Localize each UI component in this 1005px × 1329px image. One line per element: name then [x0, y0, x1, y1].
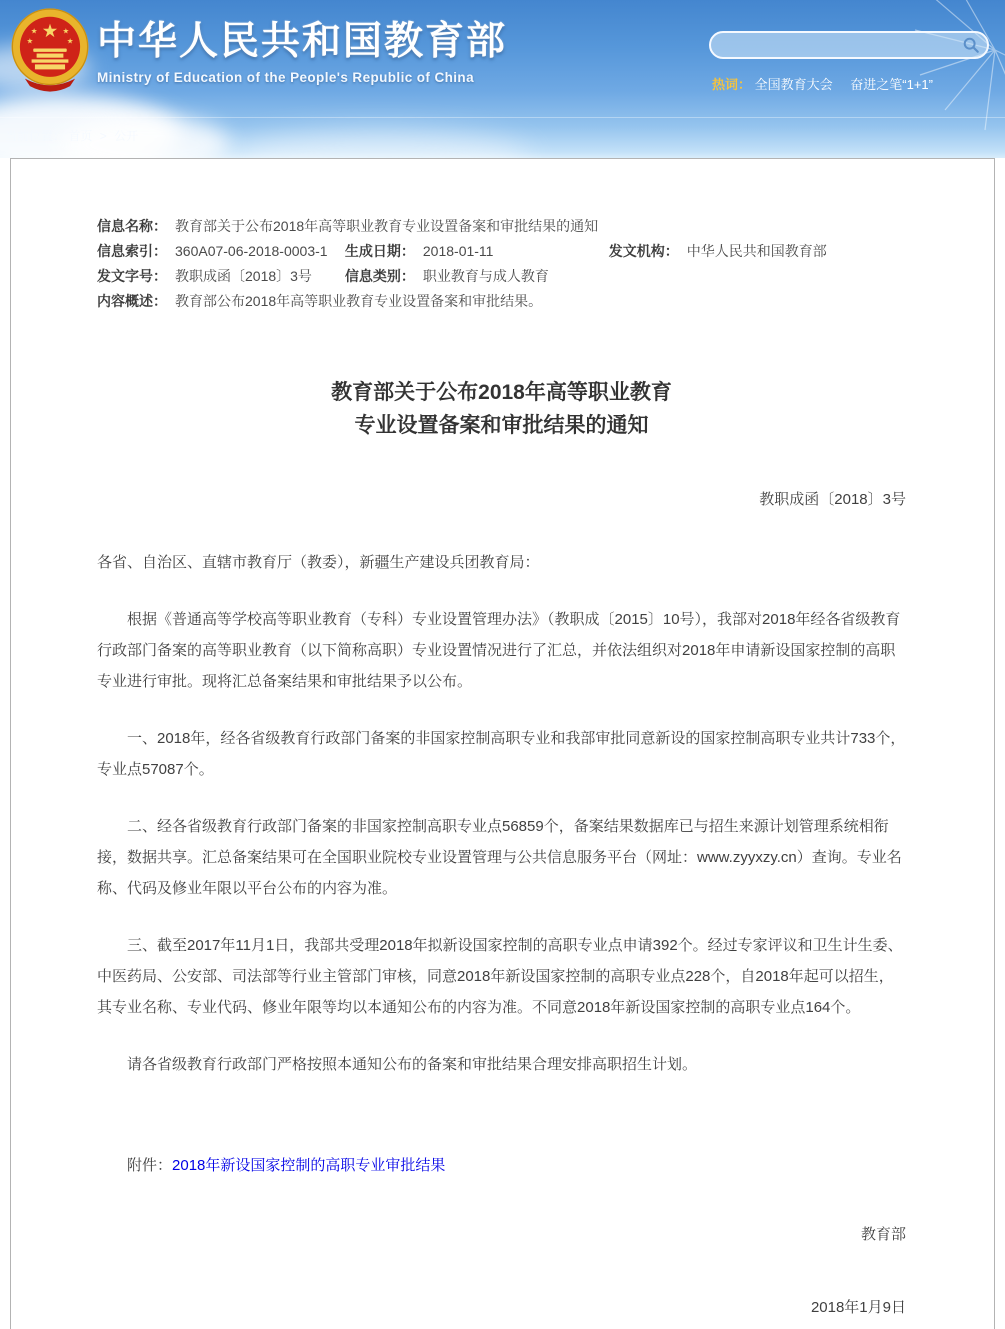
paragraph-4: 三、截至2017年11月1日，我部共受理2018年拟新设国家控制的高职专业点申请392个。经过专家评议和卫生计生委、中医药局、公安部、司法部等行业主管部门审核，同意2018年新设国家控制的高职专业点228个，自2018年起可以招生，其专业名称、专业代码、修业年限等均以本通知公布的内容为准。不同意2018年新设国家控制的高职专业点164个。 — [97, 937, 903, 1016]
svg-text:★: ★ — [41, 19, 59, 41]
document-panel — [10, 158, 995, 1329]
document-number: 教职成函〔2018〕3号 — [759, 491, 906, 508]
document-info-block — [97, 214, 906, 314]
attachment-link[interactable]: 2018年新设国家控制的高职专业审批结果 — [172, 1157, 446, 1174]
info-name-label: 信息名称： — [97, 218, 167, 234]
site-title: 中华人民共和国教育部 — [97, 20, 508, 63]
info-issuer-value: 中华人民共和国教育部 — [686, 243, 827, 259]
breadcrumb-home-link[interactable]: 首页 — [68, 129, 93, 143]
paragraph-3: 二、经各省级教育行政部门备案的非国家控制高职专业点56859个，备案结果数据库已与招生来源计划管理系统相衔接，数据共享。汇总备案结果可在全国职业院校专业设置管理与公共信息服务平台（网址：www.zyyxzy.cn）查询。专业名称、代码及修业年限以平台公布的内容为准。 — [97, 818, 902, 897]
header-divider — [0, 117, 1005, 118]
info-summary-value: 教育部公布2018年高等职业教育专业设置备案和审批结果。 — [175, 293, 543, 309]
info-row-docno — [97, 264, 906, 289]
site-header — [0, 0, 1005, 158]
document-title-line2: 专业设置备案和审批结果的通知 — [354, 414, 649, 437]
svg-text:★: ★ — [26, 36, 34, 46]
document-title-line1: 教育部关于公布2018年高等职业教育 — [331, 381, 672, 404]
search-input[interactable] — [723, 34, 961, 56]
info-gen-date-value: 2018-01-11 — [422, 243, 494, 259]
info-category-value: 职业教育与成人教育 — [422, 268, 549, 284]
hot-words-bar — [712, 74, 947, 93]
breadcrumb-prefix: 当前位置： — [5, 129, 66, 143]
hot-word-link-1[interactable]: 全国教育大会 — [754, 77, 833, 92]
cloud-decor — [230, 130, 530, 158]
breadcrumb-current-link[interactable]: 公开 — [114, 129, 139, 143]
info-doc-no-value: 教职成函〔2018〕3号 — [175, 268, 312, 284]
svg-text:★: ★ — [62, 26, 70, 36]
document-body — [97, 547, 906, 1323]
paragraph-5: 请各省级教育行政部门严格按照本通知公布的备案和审批结果合理安排高职招生计划。 — [127, 1056, 698, 1073]
svg-text:★: ★ — [30, 26, 38, 36]
info-summary-label: 内容概述： — [97, 293, 167, 309]
signature-date: 2018年1月9日 — [810, 1299, 906, 1316]
info-category-label: 信息类别： — [344, 268, 415, 284]
paragraph-1: 根据《普通高等学校高等职业教育（专科）专业设置管理办法》（教职成〔2015〕10号），我部对2018年经各省级教育行政部门备案的高等职业教育（以下简称高职）专业设置情况进行了汇总，并依法组织对2018年申请新设国家控制的高职专业进行审批。现将汇总备案结果和审批结果予以公布。 — [97, 611, 901, 690]
site-brand — [97, 10, 507, 85]
salutation: 各省、自治区、直辖市教育厅（教委），新疆生产建设兵团教育局： — [97, 554, 540, 571]
attachment-line — [97, 1150, 906, 1181]
signature-org: 教育部 — [860, 1226, 906, 1243]
hot-word-link-2[interactable]: 奋进之笔“1+1” — [850, 77, 933, 92]
svg-text:★: ★ — [66, 36, 74, 46]
attachment-label: 附件： — [127, 1157, 173, 1174]
search-icon[interactable] — [961, 35, 981, 55]
breadcrumb-separator: > — [99, 129, 107, 143]
info-issuer-label: 发文机构： — [608, 243, 679, 259]
info-row-index — [97, 239, 906, 264]
info-gen-date-label: 生成日期： — [344, 243, 415, 259]
info-doc-no-label: 发文字号： — [97, 268, 167, 284]
paragraph-2: 一、2018年，经各省级教育行政部门备案的非国家控制高职专业和我部审批同意新设的国家控制高职专业共计733个，专业点57087个。 — [97, 730, 906, 778]
site-title-english: Ministry of Education of the People's Republic of China — [97, 70, 474, 85]
breadcrumb — [5, 127, 138, 144]
hot-words-label: 热词： — [712, 77, 752, 92]
info-name-value: 教育部关于公布2018年高等职业教育专业设置备案和审批结果的通知 — [175, 218, 599, 234]
info-row-summary — [97, 289, 906, 314]
info-row-name — [97, 214, 906, 239]
info-index-value: 360A07-06-2018-0003-1 — [175, 243, 328, 259]
search-box — [709, 31, 989, 59]
info-index-label: 信息索引： — [97, 243, 167, 259]
national-emblem-icon — [8, 5, 92, 97]
dandelion-decor — [885, 0, 1005, 140]
document-title — [97, 376, 906, 442]
